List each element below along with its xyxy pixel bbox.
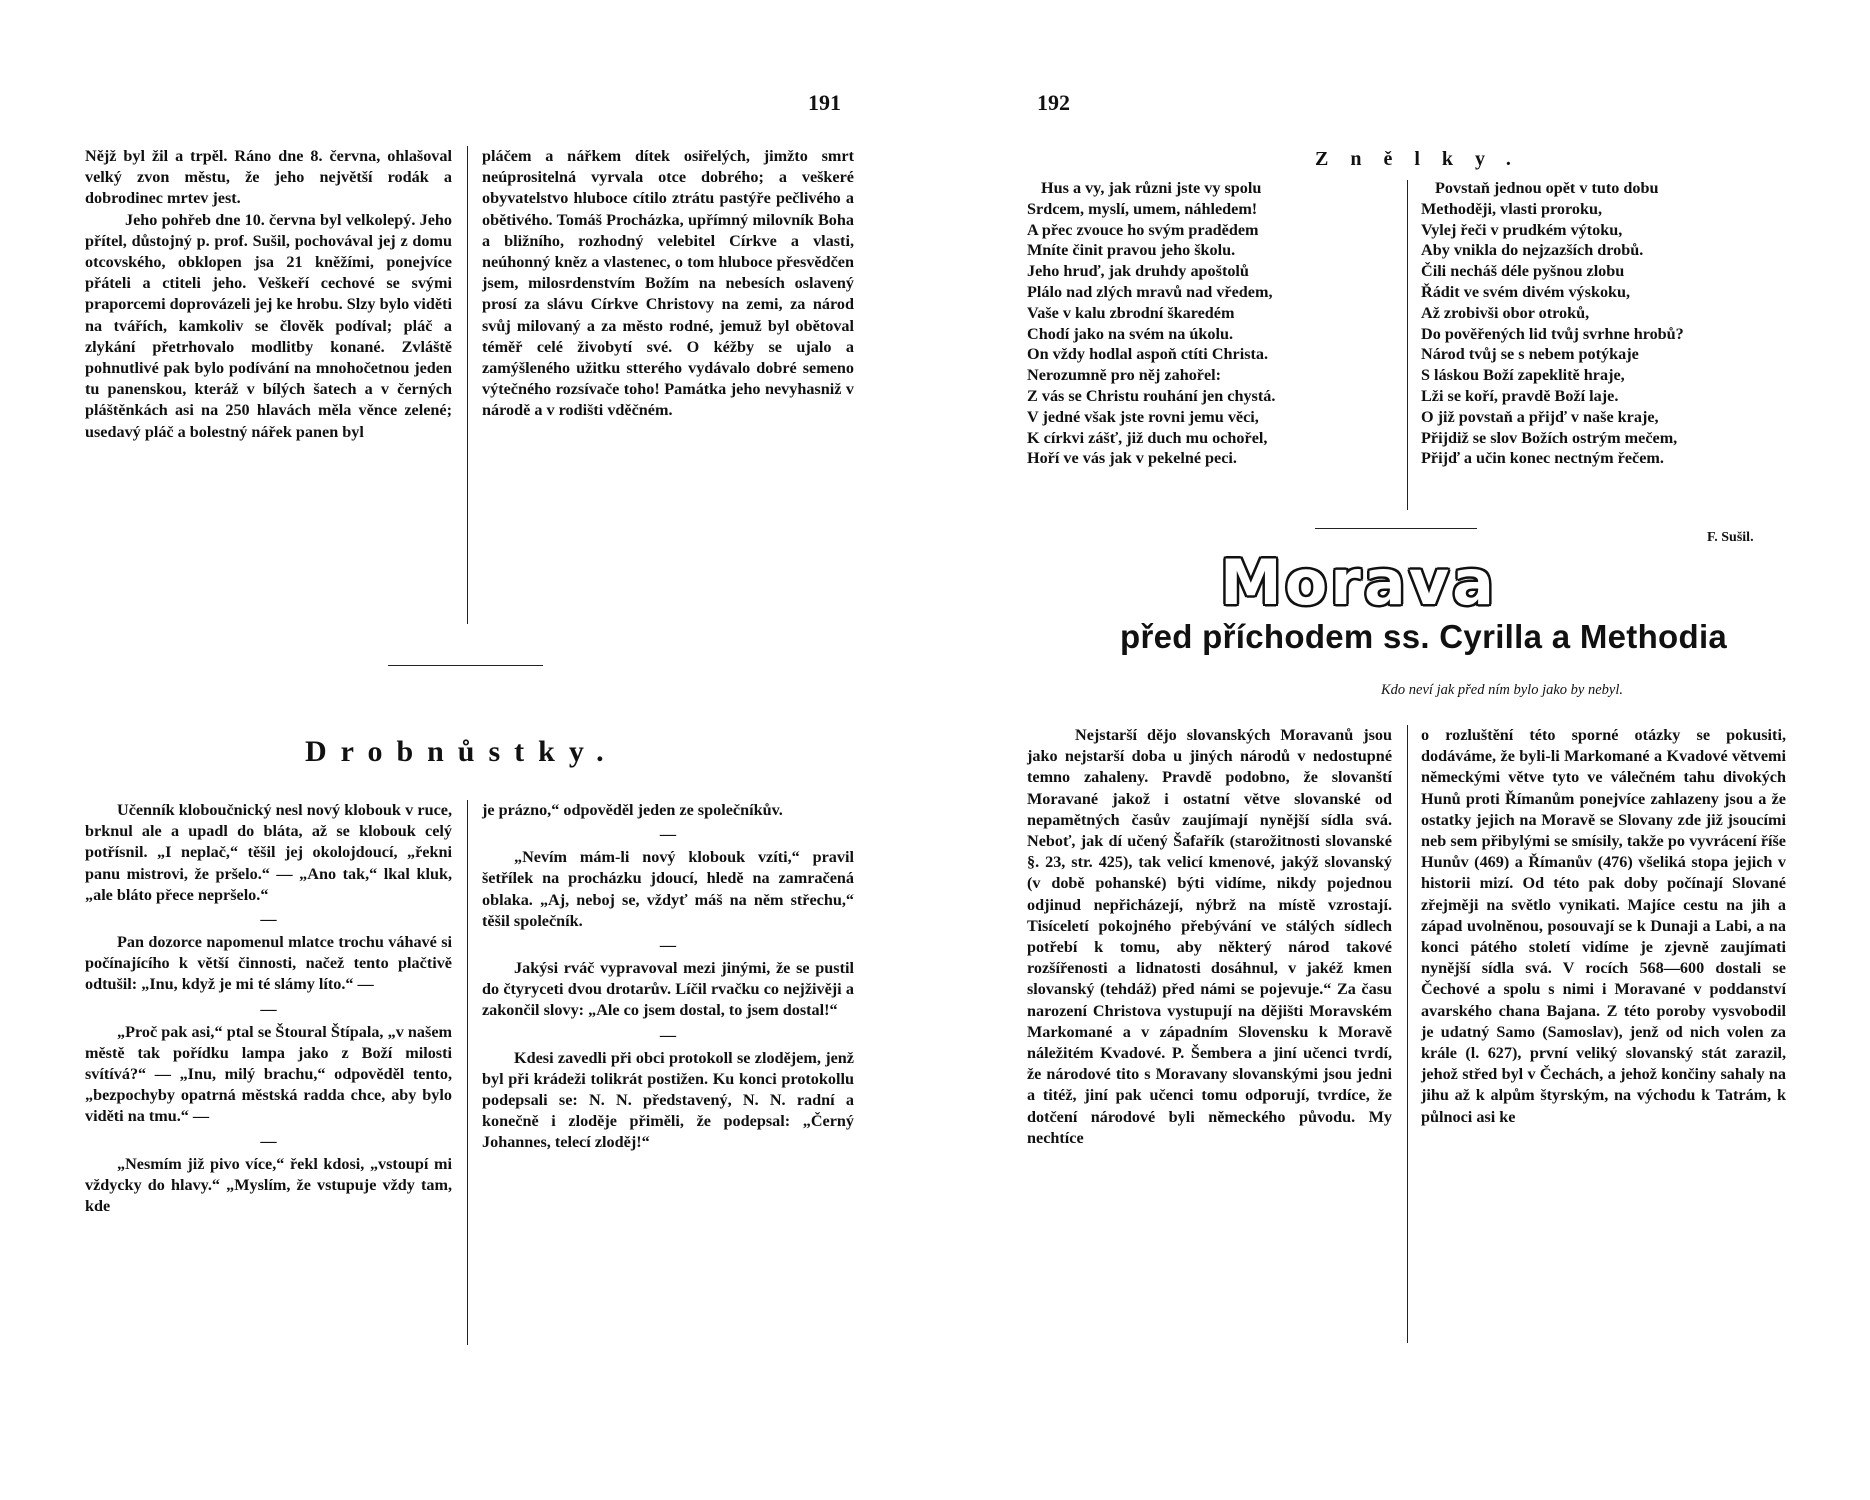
article-subtitle: před příchodem ss. Cyrilla a Methodia xyxy=(1120,618,1728,655)
poem-line: Z vás se Christu rouhání jen chystá. xyxy=(1027,386,1276,405)
poem-line: O již povstaň a přijď v naše kraje, xyxy=(1421,407,1659,426)
poem-line: Mníte činit pravou jeho školu. xyxy=(1027,241,1236,260)
anecdote-separator: — xyxy=(260,910,277,929)
poem-line: V jedné však jste rovni jemu věci, xyxy=(1027,407,1259,426)
poem-line: Hus a vy, jak různi jste vy spolu xyxy=(1041,179,1262,197)
poem-line: A přec zvouce ho svým pradědem xyxy=(1027,220,1259,239)
poem-line: Aby vnikla do nejzazších drobů. xyxy=(1421,241,1644,260)
column-divider xyxy=(1407,725,1408,1343)
article-paragraph: Nejstarší dějo slovanských Moravanů jsou jako nejstarší doba u jiných národů v nedostupné temno zahaleny. Pravdě podobno, že slovanští Moravané jakož i ostatní větve slovanské od nepamětných časův zaujímají nynější sídla svá. Neboť, jak dí učený Šafařík (starožitnosti slovanské §. 23, str. 425), tak velicí kmenové, jakýž slovanský (v době pohanské) býti vidíme, nikdy pojednou odjinud nepřicházejí, nýbrž na místě vzrostají. Tisíceletí pokojného přebývání ve stálých sídlech potřebí k tomu, aby některý národ takové rozšířenosti a lidnatosti dosáhnul, v jakéž kmen slovanský (tehdáž) před námi se pojevuje.“ Za času narození Christova vystupují na dějišti Moravském Markomané a v západním Slovensku k Moravě náležitém Kvadové. P. Šembera a jiní učenci tvrdí, že národové tito s Moravany slovanskými jsou jedni a titéž, jiní pak učenci tomu odporují, tvrdíce, že dotčení národové byli německého původu. My nechtíce xyxy=(1027,726,1392,1147)
anecdote-separator: — xyxy=(659,936,677,955)
poem-line: Methoději, vlasti proroku, xyxy=(1421,199,1603,218)
obituary-column-2 xyxy=(482,146,854,422)
poem-line: Vaše v kalu zbrodní škaredém xyxy=(1027,303,1235,322)
poem-line: Přijdiž se slov Božích ostrým mečem, xyxy=(1421,428,1678,447)
poem-line: Nerozumně pro něj zahořel: xyxy=(1027,366,1222,385)
poem-title: Znělky. xyxy=(1315,148,1533,170)
page-number-right: 192 xyxy=(1037,90,1070,115)
anecdote: je prázno,“ odpověděl jeden ze společníkův. xyxy=(482,801,783,819)
poem-line: Plálo nad zlých mravů nad vředem, xyxy=(1027,282,1273,301)
article-title: Morava xyxy=(1220,546,1497,619)
section-divider xyxy=(388,665,543,666)
right-page xyxy=(935,0,1870,1500)
anecdote: „Proč pak asi,“ ptal se Štoural Štípala, „v našem městě tak pořídku lampa jako z Boží milosti svítívá?“ — „Inu, milý brachu,“ odpověděl tento, „bezpochyby opatrná městská radda chce, aby bylo viděti na tmu.“ — xyxy=(85,1022,452,1126)
sonnet-1 xyxy=(1027,178,1362,469)
poem-divider xyxy=(1407,180,1408,510)
poem-line: Povstaň jednou opět v tuto dobu xyxy=(1435,179,1659,197)
poem-line: Do pověřených lid tvůj svrhne hrobů? xyxy=(1421,324,1684,343)
article-column-1 xyxy=(1027,725,1392,1149)
poem-line: Srdcem, myslí, umem, náhledem! xyxy=(1027,199,1258,218)
drobnustky-column-1 xyxy=(85,800,452,1231)
anecdote: Kdesi zavedli při obci protokoll se zlodějem, jenž byl při krádeži tolikrát postižen. Ku konci protokollu podepsali se: N. N. představený, N. N. radní a konečně i zloděje přiměli, že podepsal: „Černý Johannes, telecí zloděj!“ xyxy=(482,1048,854,1152)
poem-line: Národ tvůj se s nebem potýkaje xyxy=(1421,345,1639,364)
article-column-2 xyxy=(1421,725,1786,1128)
obituary-paragraph: pláčem a nářkem dítek osiřelých, jimžto smrt neúprositelná vyrvala otce dobrého; a veškeré obyvatelstvo hluboce cítilo ztrátu pastýře pečlivého a obětivého. Tomáš Procházka, upřímný milovník Boha a bližního, rozhodný velebitel Církve a vlasti, neúhonný kněz a vlastenec, o tom hluboce přesvědčen jsem, milosrdenstvím Božím na nebesích oslavený prosí za slávu Církve Christovy na zemi, za národ svůj milovaný a za město rodné, jemuž byl obětoval téměř celé živobytí své. O kéžby se ujalo a zamýšleného užitku stterého vydávalo dobré semeno výtečného rozsívače toho! Památka jeho nevyhasniž v národě a v rodišti vděčném. xyxy=(482,147,854,420)
obituary-paragraph: Jeho pohřeb dne 10. června byl velkolepý. Jeho přítel, důstojný p. prof. Sušil, pochovával jej z domu otcovského, obklopen jsa 21 kněžími, ponejvíce přáteli a ctiteli jeho. Veškeří cechové se svými praporcemi doprovázeli jej ke hrobu. Slzy bylo viděti na tvářích, kamkoliv se člověk podíval; pláč a zlykání přetrhovalo modlitby konané. Zvláště pohnutlivé pak bylo podívání na mnohočetnou jeden tu panenskou, kteráž v bílých šatech a v černých pláštěnkách asi na 250 hlavách měla věnce zelené; usedavý pláč a bolestný nářek panen byl xyxy=(85,210,452,441)
anecdote-separator: — xyxy=(659,825,677,844)
article-epigraph: Kdo neví jak před ním bylo jako by nebyl. xyxy=(1381,682,1624,698)
poem-end-rule xyxy=(1315,528,1477,529)
anecdote: Jakýsi rváč vypravoval mezi jinými, že se pustil do čtyryceti dvou drotarův. Líčil rvačku co nejživěji a zakončil slovy: „Ale co jsem dostal, to jsem dostal!“ xyxy=(482,959,854,1020)
anecdote-separator: — xyxy=(659,1025,677,1044)
obituary-column-1 xyxy=(85,146,452,443)
poem-line: Čili necháš déle pyšnou zlobu xyxy=(1421,262,1625,281)
poem-line: Jeho hruď, jak druhdy apoštolů xyxy=(1027,262,1249,281)
obituary-paragraph: Nějž byl žil a trpěl. Ráno dne 8. června, ohlašoval velký zvon městu, že jeho největší rodák a dobrodinec mrtev jest. xyxy=(85,147,452,208)
anecdote: „Nesmím již pivo více,“ řekl kdosi, „vstoupí mi vždycky do hlavy.“ „Myslím, že vstupuje vždy tam, kde xyxy=(85,1154,452,1216)
anecdote-separator: — xyxy=(260,999,277,1018)
poem-line: Řádit ve svém divém výskoku, xyxy=(1421,282,1631,301)
column-divider xyxy=(467,800,468,1345)
article-paragraph: o rozluštění této sporné otázky se pokusiti, dodáváme, že byli-li Markomané a Kvadové větvemi německými větve tyto ve válečném tahu divokých Hunů proti Římanům ponejvíce zahlazeny jsou a že ostatky jejich na Moravě se Slovany zde již jsoucími neb sem přibylými se smísily, takže po vyvrácení říše Hunův (469) a Římanův (476) všeliká stopa jejich v historii mizí. Od této pak doby počínají Slované zřejměji na světlo vynikati. Majíce cestu na jih a západ uvolněnou, posouvají se k Dunaji a Labi, a na konci pátého století vidíme je zjevně zaujímati nynější sídla svá. V rocích 568—600 dostali se Čechové a spolu s nimi i Moravané v poddanství avarského chana Bajana. Z této poroby vysvobodil je udatný Samo (Samoslav), jenž od nich volen za krále (l. 627), první veliký slovanský stát zarazil, jehož střed byl v Čechách, a jehož končiny sahaly na jihu až k alpům štyrským, na východu k Tatrám, k půlnoci asi ke xyxy=(1421,726,1786,1126)
anecdote: Učenník kloboučnický nesl nový klobouk v ruce, brknul ale a upadl do bláta, až se klobouk celý potřísnil. „I neplač,“ těšil jej okolojdoucí, „řekni panu mistrovi, že pršelo.“ — „Ano tak,“ lkal kluk, „ale bláto přece nepršelo.“ xyxy=(85,801,452,904)
column-divider xyxy=(467,146,468,624)
anecdote: „Nevím mám-li nový klobouk vzíti,“ pravil šetřílek na procházku jdoucí, hledě na zamračená oblaka. „Aj, neboj se, vždyť máš na něm střechu,“ těšil společník. xyxy=(482,848,854,930)
poem-line: Chodí jako na svém na úkolu. xyxy=(1027,324,1234,343)
poem-line: On vždy hodlal aspoň ctíti Christa. xyxy=(1027,345,1269,364)
anecdote: Pan dozorce napomenul mlatce trochu váhavé si počínajícího k větší činnosti, načež tento plačtivě odtušil: „Inu, když je mi té slámy líto.“ — xyxy=(85,933,452,994)
poem-line: Přijď a učin konec nectným řečem. xyxy=(1421,449,1664,468)
poem-author: F. Sušil. xyxy=(1707,530,1754,545)
poem-line: Až zrobivši obor otroků, xyxy=(1421,303,1590,322)
sonnet-2 xyxy=(1421,178,1766,469)
poem-line: K církvi zášť, již duch mu ochořel, xyxy=(1027,428,1268,447)
poem-line: Hoří ve vás jak v pekelné peci. xyxy=(1027,449,1237,468)
page-number-left: 191 xyxy=(808,90,841,115)
poem-line: Lži se koří, pravdě Boží laje. xyxy=(1421,386,1619,405)
drobnustky-column-2 xyxy=(482,800,854,1168)
anecdote-separator: — xyxy=(260,1131,277,1150)
poem-line: S láskou Boží zapeklitě hraje, xyxy=(1421,366,1625,385)
poem-line: Vylej řeči v prudkém výtoku, xyxy=(1421,220,1623,239)
drobnustky-title: Drobnůstky. xyxy=(305,735,618,768)
